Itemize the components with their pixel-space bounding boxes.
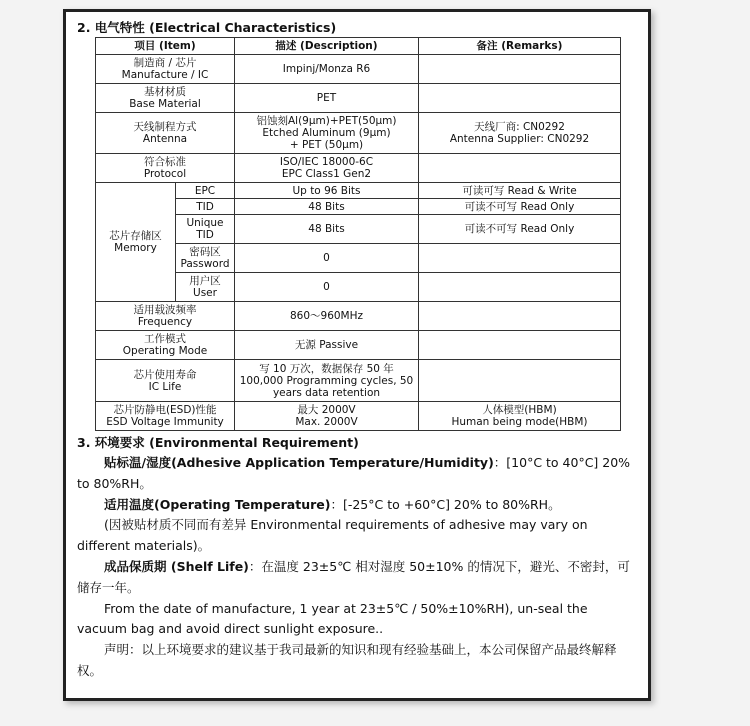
table-header-row bbox=[96, 38, 621, 55]
table-row-memory-epc bbox=[96, 183, 621, 199]
remark-cell bbox=[419, 302, 621, 331]
section-2-title: 2. 电气特性 (Electrical Characteristics) bbox=[77, 20, 337, 35]
description-cell: 铝蚀刻Al(9μm)+PET(50μm) Etched Aluminum (9μm) + PET (50μm) bbox=[235, 113, 419, 154]
memory-bank-name: EPC bbox=[176, 183, 235, 199]
table-row bbox=[96, 84, 621, 113]
electrical-characteristics-table bbox=[95, 37, 621, 431]
operating-temperature-paragraph: 适用温度(Operating Temperature)：[-25°C to +60°C] 20% to 80%RH。 bbox=[104, 496, 561, 512]
shelf-life-paragraph: 成品保质期 (Shelf Life)：在温度 23±5℃ 相对湿度 50±10% 的情况下，避光、不密封，可储存一年。 bbox=[77, 558, 630, 595]
remark-cell bbox=[419, 360, 621, 402]
item-cell: 基材材质 Base Material bbox=[96, 84, 235, 113]
remark-cell bbox=[419, 84, 621, 113]
table-row bbox=[96, 113, 621, 154]
remark-cell: 可读不可写 Read Only bbox=[419, 215, 621, 244]
remark-cell: 天线厂商: CN0292 Antenna Supplier: CN0292 bbox=[419, 113, 621, 154]
item-cell: 工作模式 Operating Mode bbox=[96, 331, 235, 360]
item-cell: 适用载波频率 Frequency bbox=[96, 302, 235, 331]
description-cell: 0 bbox=[235, 244, 419, 273]
description-cell: Up to 96 Bits bbox=[235, 183, 419, 199]
table-row bbox=[96, 154, 621, 183]
remark-cell: 可读可写 Read & Write bbox=[419, 183, 621, 199]
description-cell: Impinj/Monza R6 bbox=[235, 55, 419, 84]
table-row bbox=[96, 402, 621, 431]
memory-bank-name: TID bbox=[176, 199, 235, 215]
shelf-life-english-paragraph: From the date of manufacture, 1 year at 23±5℃ / 50%±10%RH), un-seal the vacuum bag and avoid direct sunlight exposure.. bbox=[77, 600, 588, 637]
table-row bbox=[96, 302, 621, 331]
table-row bbox=[96, 360, 621, 402]
table-row bbox=[96, 55, 621, 84]
item-cell: 制造商 / 芯片 Manufacture / IC bbox=[96, 55, 235, 84]
remark-cell bbox=[419, 244, 621, 273]
memory-bank-name: 密码区 Password bbox=[176, 244, 235, 273]
description-cell: 0 bbox=[235, 273, 419, 302]
description-cell: 最大 2000V Max. 2000V bbox=[235, 402, 419, 431]
remark-cell: 可读不可写 Read Only bbox=[419, 199, 621, 215]
remark-cell bbox=[419, 331, 621, 360]
remark-cell bbox=[419, 154, 621, 183]
item-cell: 天线制程方式 Antenna bbox=[96, 113, 235, 154]
remark-cell bbox=[419, 273, 621, 302]
header-description: 描述 (Description) bbox=[235, 38, 419, 55]
description-cell: 48 Bits bbox=[235, 215, 419, 244]
environmental-requirements bbox=[77, 453, 633, 682]
table-row bbox=[96, 331, 621, 360]
adhesive-temperature-paragraph: 贴标温/湿度(Adhesive Application Temperature/Humidity)：[10°C to 40°C] 20% to 80%RH。 bbox=[77, 455, 631, 491]
description-cell: 无源 Passive bbox=[235, 331, 419, 360]
item-cell: 芯片使用寿命 IC Life bbox=[96, 360, 235, 402]
description-cell: 写 10 万次，数据保存 50 年 100,000 Programming cycles, 50 years data retention bbox=[235, 360, 419, 402]
item-cell: 芯片防静电(ESD)性能 ESD Voltage Immunity bbox=[96, 402, 235, 431]
description-cell: PET bbox=[235, 84, 419, 113]
description-cell: 860～960MHz bbox=[235, 302, 419, 331]
disclaimer-paragraph: 声明：以上环境要求的建议基于我司最新的知识和现有经验基础上，本公司保留产品最终解释权。 bbox=[77, 642, 617, 678]
memory-label-cell: 芯片存储区 Memory bbox=[96, 183, 176, 302]
description-cell: ISO/IEC 18000-6C EPC Class1 Gen2 bbox=[235, 154, 419, 183]
memory-bank-name: 用户区 User bbox=[176, 273, 235, 302]
datasheet-page bbox=[63, 9, 651, 701]
remark-cell: 人体模型(HBM) Human being mode(HBM) bbox=[419, 402, 621, 431]
adhesive-note-paragraph: (因被贴材质不同而有差异 Environmental requirements of adhesive may vary on different materials)。 bbox=[77, 517, 588, 554]
memory-bank-name: Unique TID bbox=[176, 215, 235, 244]
remark-cell bbox=[419, 55, 621, 84]
section-3-title: 3. 环境要求 (Environmental Requirement) bbox=[77, 435, 359, 450]
description-cell: 48 Bits bbox=[235, 199, 419, 215]
header-remarks: 备注 (Remarks) bbox=[419, 38, 621, 55]
header-item: 项目 (Item) bbox=[96, 38, 235, 55]
item-cell: 符合标准 Protocol bbox=[96, 154, 235, 183]
